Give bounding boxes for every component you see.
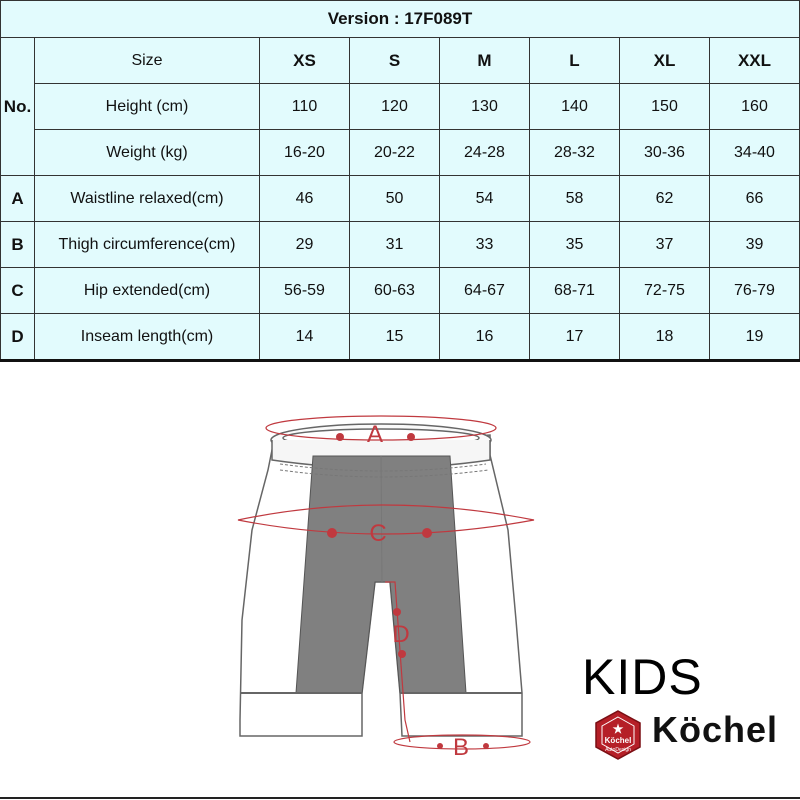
no-header: No.	[1, 38, 35, 176]
weight-cell: 24-28	[440, 130, 530, 176]
table-cell: 76-79	[710, 268, 800, 314]
table-cell: 31	[350, 222, 440, 268]
row-letter: B	[1, 222, 35, 268]
size-header-m: M	[440, 38, 530, 84]
table-cell: 46	[260, 176, 350, 222]
row-label: Hip extended(cm)	[35, 268, 260, 314]
weight-cell: 16-20	[260, 130, 350, 176]
measure-row-d	[1, 314, 800, 361]
weight-label: Weight (kg)	[35, 130, 260, 176]
table-cell: 15	[350, 314, 440, 361]
kids-label: KIDS	[582, 649, 703, 705]
height-cell: 150	[620, 84, 710, 130]
brand-name: Köchel	[652, 709, 779, 750]
row-label: Thigh circumference(cm)	[35, 222, 260, 268]
size-chart-table	[0, 0, 800, 362]
height-cell: 110	[260, 84, 350, 130]
weight-cell: 20-22	[350, 130, 440, 176]
table-cell: 17	[530, 314, 620, 361]
table-cell: 16	[440, 314, 530, 361]
table-cell: 35	[530, 222, 620, 268]
table-cell: 18	[620, 314, 710, 361]
height-cell: 160	[710, 84, 800, 130]
height-cell: 120	[350, 84, 440, 130]
table-cell: 72-75	[620, 268, 710, 314]
height-cell: 140	[530, 84, 620, 130]
weight-row	[1, 130, 800, 176]
weight-cell: 28-32	[530, 130, 620, 176]
height-row	[1, 84, 800, 130]
table-cell: 14	[260, 314, 350, 361]
height-label: Height (cm)	[35, 84, 260, 130]
weight-cell: 34-40	[710, 130, 800, 176]
brand-logo	[592, 705, 792, 765]
brand-badge-sub: AutoDesign	[605, 747, 631, 753]
size-header-l: L	[530, 38, 620, 84]
marker-d: D	[392, 621, 410, 648]
table-cell: 29	[260, 222, 350, 268]
row-label: Inseam length(cm)	[35, 314, 260, 361]
svg-text:★: ★	[612, 722, 624, 736]
table-cell: 56-59	[260, 268, 350, 314]
row-letter: D	[1, 314, 35, 361]
size-row	[1, 38, 800, 84]
table-cell: 66	[710, 176, 800, 222]
table-cell: 19	[710, 314, 800, 361]
marker-b: B	[452, 734, 470, 761]
version-title: Version : 17F089T	[1, 1, 800, 38]
size-header-xs: XS	[260, 38, 350, 84]
marker-a: A	[366, 421, 384, 448]
table-cell: 54	[440, 176, 530, 222]
measure-row-a	[1, 176, 800, 222]
row-letter: A	[1, 176, 35, 222]
table-cell: 58	[530, 176, 620, 222]
row-letter: C	[1, 268, 35, 314]
measure-row-c	[1, 268, 800, 314]
size-header-xxl: XXL	[710, 38, 800, 84]
table-cell: 39	[710, 222, 800, 268]
table-cell: 68-71	[530, 268, 620, 314]
table-cell: 64-67	[440, 268, 530, 314]
version-row	[1, 1, 800, 38]
table-cell: 60-63	[350, 268, 440, 314]
marker-c: C	[369, 520, 387, 547]
brand-badge-icon	[592, 709, 644, 761]
table-cell: 50	[350, 176, 440, 222]
measure-row-b	[1, 222, 800, 268]
size-label: Size	[35, 38, 260, 84]
table-cell: 37	[620, 222, 710, 268]
size-header-xl: XL	[620, 38, 710, 84]
table-cell: 33	[440, 222, 530, 268]
size-header-s: S	[350, 38, 440, 84]
bottom-divider	[0, 797, 800, 799]
height-cell: 130	[440, 84, 530, 130]
row-label: Waistline relaxed(cm)	[35, 176, 260, 222]
brand-badge-text: Köchel	[604, 736, 632, 745]
table-cell: 62	[620, 176, 710, 222]
weight-cell: 30-36	[620, 130, 710, 176]
